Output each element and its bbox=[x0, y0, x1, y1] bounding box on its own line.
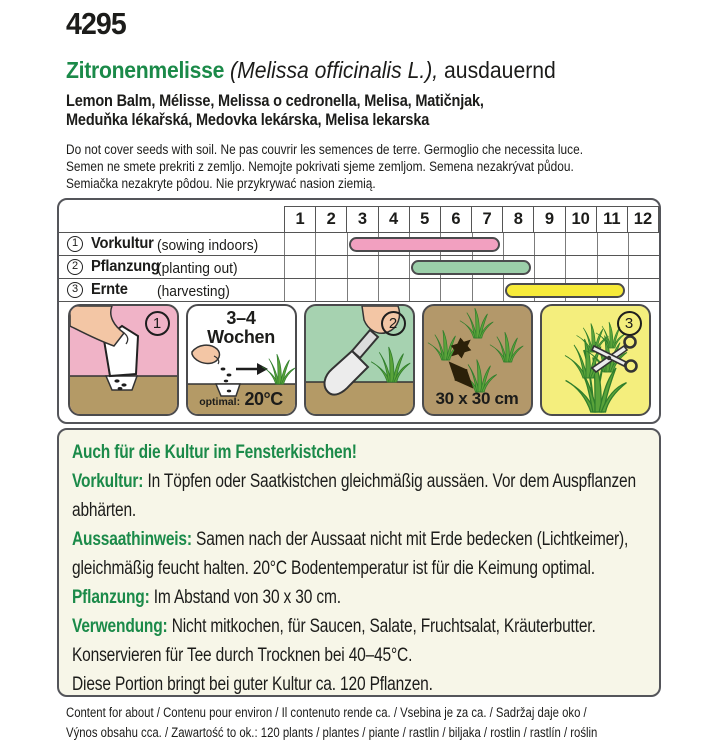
pictogram-planting-out bbox=[304, 304, 415, 416]
month-cell bbox=[347, 279, 378, 301]
page-title bbox=[66, 57, 718, 84]
month-cell bbox=[503, 233, 534, 255]
info-aussaathinweis bbox=[72, 525, 648, 612]
row-label-en: (planting out) bbox=[157, 259, 238, 277]
month-cell bbox=[534, 256, 565, 278]
month-cell bbox=[409, 279, 440, 301]
note-line1: Do not cover seeds with soil. Ne pas couvrir les semences de terre. Germoglio che necessita luce. bbox=[66, 142, 584, 157]
row-label-de: Ernte bbox=[91, 281, 128, 298]
month-cells bbox=[284, 256, 659, 278]
plant-name-latin: (Melissa officinalis L.), bbox=[230, 57, 439, 83]
optimal-label: optimal: bbox=[199, 396, 241, 408]
step-badge-3: 3 bbox=[617, 311, 642, 336]
month-cell bbox=[315, 279, 346, 301]
month-9: 9 bbox=[533, 206, 564, 232]
month-cell bbox=[597, 256, 628, 278]
month-8: 8 bbox=[502, 206, 533, 232]
optimal-temperature bbox=[188, 389, 295, 410]
content-note-line2: Výnos obsahu cca. / Zawartość to ok.: 120 plants / plantes / piante / rastlin / biljaka / rostlin / rastlín / roślin bbox=[66, 724, 598, 740]
month-cell bbox=[315, 233, 346, 255]
row-number-badge: 1 bbox=[67, 236, 83, 252]
verwendung-text: Nicht mitkochen, für Saucen, Salate, Fruchtsalat, Kräuterbutter. Konservieren für Tee durch Trocknen bei 40–45°C. bbox=[72, 616, 596, 666]
info-portion: Diese Portion bringt bei guter Kultur ca. 120 Pflanzen. bbox=[72, 674, 433, 695]
row-label-de: Vorkultur bbox=[91, 235, 154, 252]
pictogram-row bbox=[59, 304, 659, 416]
spacing-label: 30 x 30 cm bbox=[435, 389, 519, 408]
hand-icon bbox=[70, 306, 124, 346]
month-7: 7 bbox=[471, 206, 502, 232]
aussaathinweis-text: Samen nach der Aussaat nicht mit Erde bedecken (Lichtkeimer), gleichmäßig feucht halten. 20°C Bodentemperatur ist für die Keimung optimal. bbox=[72, 529, 629, 579]
info-headline: Auch für die Kultur im Fensterkistchen! bbox=[72, 442, 357, 463]
calendar-month-header bbox=[59, 206, 659, 232]
month-1: 1 bbox=[284, 206, 315, 232]
pflanzung-text: Im Abstand von 30 x 30 cm. bbox=[153, 587, 341, 608]
calendar-row-ernte bbox=[59, 278, 659, 301]
month-cells bbox=[284, 279, 659, 301]
step-badge-2: 2 bbox=[381, 311, 406, 336]
weeks-label bbox=[188, 309, 295, 347]
vorkultur-label: Vorkultur: bbox=[72, 471, 144, 492]
sowing-note-multilingual bbox=[66, 142, 673, 192]
month-2: 2 bbox=[315, 206, 346, 232]
weeks-word: Wochen bbox=[207, 327, 275, 347]
month-3: 3 bbox=[346, 206, 377, 232]
step-badge-1: 1 bbox=[145, 311, 170, 336]
row-label-en: (sowing indoors) bbox=[157, 236, 259, 254]
month-cell bbox=[597, 233, 628, 255]
month-cell bbox=[284, 279, 315, 301]
common-names bbox=[66, 92, 673, 130]
pflanzung-label: Pflanzung: bbox=[72, 587, 150, 608]
calendar-row-pflanzung bbox=[59, 255, 659, 278]
info-verwendung bbox=[72, 612, 648, 670]
culture-info-box bbox=[57, 428, 661, 697]
plant-attribute: ausdauernd bbox=[444, 57, 556, 83]
month-6: 6 bbox=[440, 206, 471, 232]
month-cell bbox=[347, 256, 378, 278]
optimal-value: 20°C bbox=[244, 389, 283, 409]
month-cell bbox=[534, 233, 565, 255]
month-cell bbox=[284, 256, 315, 278]
month-cell bbox=[378, 256, 409, 278]
content-note-multilingual bbox=[66, 703, 713, 742]
article-number: 4295 bbox=[66, 6, 126, 41]
month-5: 5 bbox=[409, 206, 440, 232]
calendar-rows bbox=[59, 232, 659, 302]
calendar-row-vorkultur bbox=[59, 232, 659, 255]
calendar-pictogram-panel bbox=[57, 198, 661, 424]
pictogram-plant-spacing bbox=[422, 304, 533, 416]
plant-icons bbox=[427, 308, 522, 392]
row-label bbox=[59, 279, 284, 301]
vorkultur-text: In Töpfen oder Saatkistchen gleichmäßig aussäen. Vor dem Auspflanzen abhärten. bbox=[72, 471, 636, 521]
month-cell bbox=[440, 279, 471, 301]
calendar-bar-pflanzung bbox=[411, 260, 531, 275]
weeks-number: 3–4 bbox=[226, 308, 256, 328]
row-label bbox=[59, 256, 284, 278]
month-cell bbox=[628, 279, 659, 301]
row-label-de: Pflanzung bbox=[91, 258, 160, 275]
info-vorkultur bbox=[72, 467, 648, 525]
pictogram-harvesting bbox=[540, 304, 651, 416]
month-cell bbox=[378, 279, 409, 301]
row-number-badge: 2 bbox=[67, 259, 83, 275]
calendar-bar-ernte bbox=[505, 283, 625, 298]
month-cell bbox=[565, 233, 596, 255]
row-label bbox=[59, 233, 284, 255]
month-10: 10 bbox=[565, 206, 596, 232]
note-line3: Semiačka nezakryte pôdou. Nie przykrywać nasion ziemią. bbox=[66, 175, 376, 191]
calendar-table bbox=[59, 206, 659, 302]
hand-icon bbox=[192, 345, 219, 363]
common-names-line2: Meduňka lékařská, Medovka lekárska, Melisa lekarska bbox=[66, 111, 430, 129]
content-note-line1: Content for about / Contenu pour environ / Il contenuto rende ca. / Vsebina je za ca. / Sadržaj daje oko / bbox=[66, 705, 587, 720]
plant-name-de: Zitronenmelisse bbox=[66, 57, 225, 83]
soil bbox=[306, 382, 413, 414]
month-cell bbox=[472, 279, 503, 301]
month-cells bbox=[284, 233, 659, 255]
verwendung-label: Verwendung: bbox=[72, 616, 168, 637]
month-cell bbox=[315, 256, 346, 278]
aussaathinweis-label: Aussaathinweis: bbox=[72, 529, 192, 550]
month-cell bbox=[565, 256, 596, 278]
month-4: 4 bbox=[378, 206, 409, 232]
pictogram-germination-time bbox=[186, 304, 297, 416]
month-cell bbox=[628, 233, 659, 255]
plant-icon bbox=[371, 347, 410, 382]
row-number-badge: 3 bbox=[67, 282, 83, 298]
month-cell bbox=[284, 233, 315, 255]
month-11: 11 bbox=[596, 206, 627, 232]
common-names-line1: Lemon Balm, Mélisse, Melissa o cedronella, Melisa, Matičnjak, bbox=[66, 92, 484, 110]
month-cell bbox=[628, 256, 659, 278]
row-label-en: (harvesting) bbox=[157, 282, 230, 300]
pictogram-sowing-indoors bbox=[68, 304, 179, 416]
month-12: 12 bbox=[627, 206, 659, 232]
calendar-bar-vorkultur bbox=[349, 237, 500, 252]
culture-info-text bbox=[72, 438, 648, 699]
note-line2: Semen ne smete prekriti z zemljo. Nemojte pokrivati sjeme zemljom. Semena nezakrývat půdou. bbox=[66, 158, 574, 174]
